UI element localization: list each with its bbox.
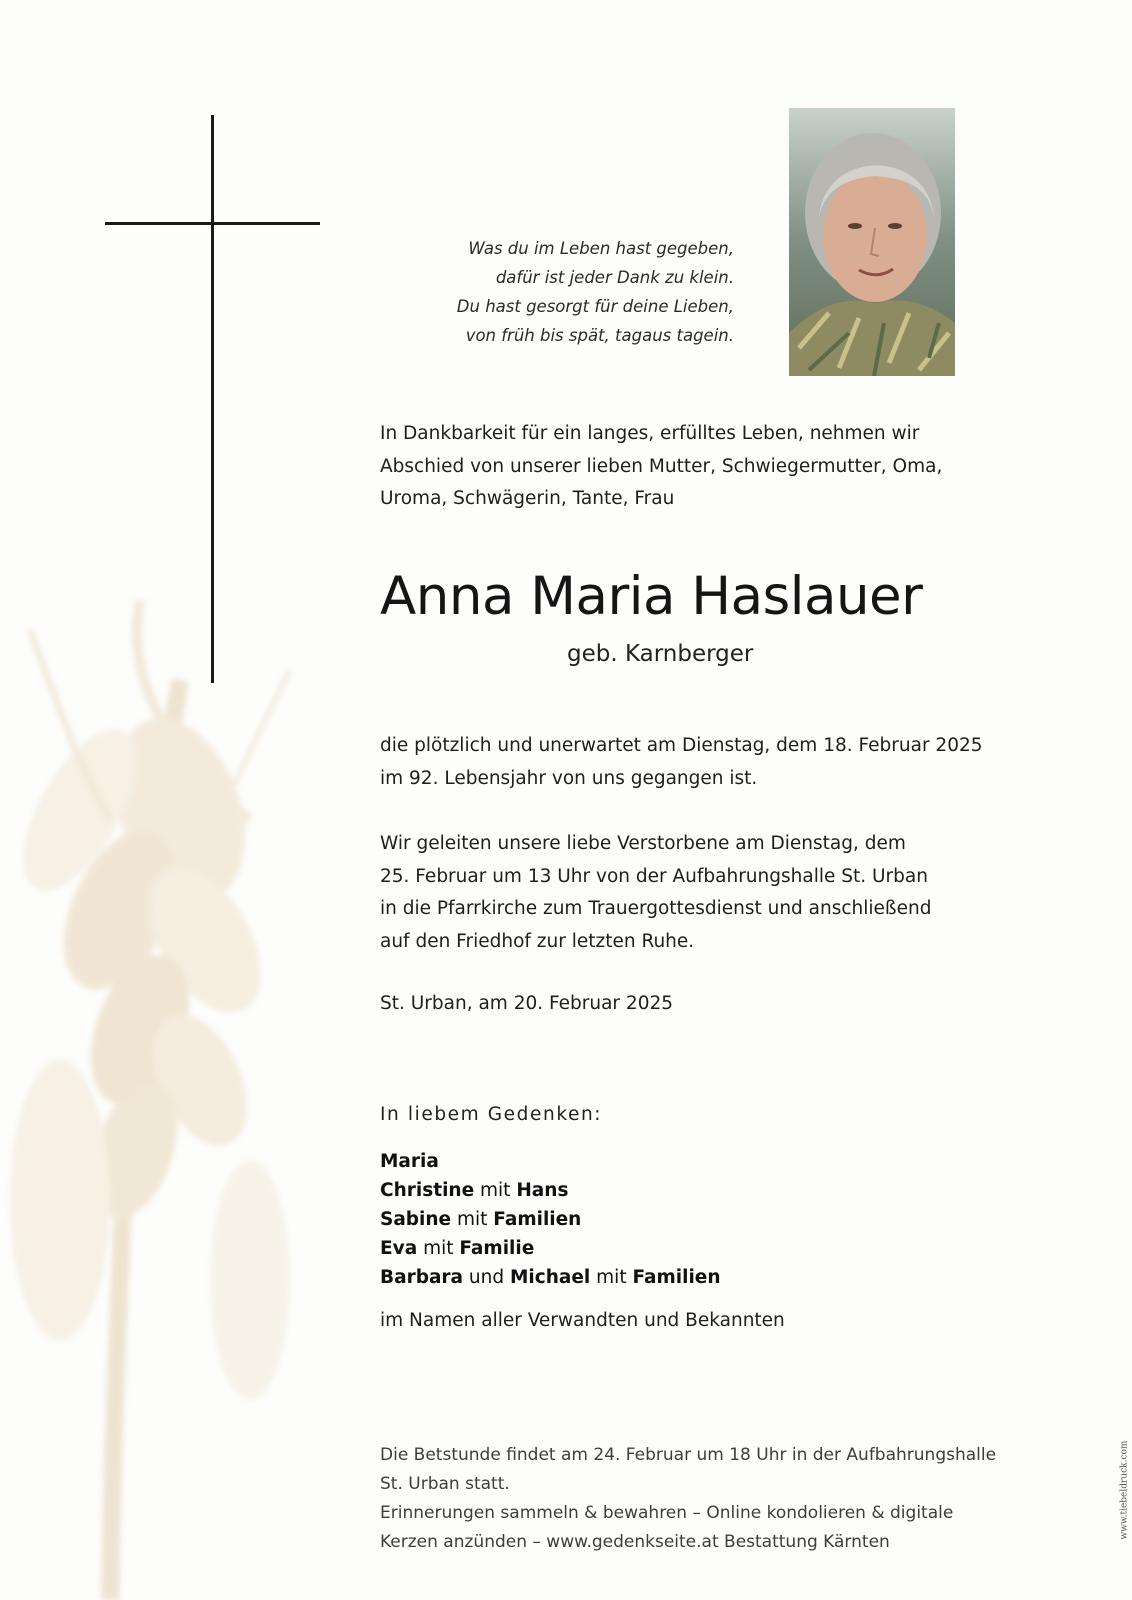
maiden-name: geb. Karnberger (567, 641, 754, 667)
relatives-note: im Namen aller Verwandten und Bekannten (380, 1310, 785, 1331)
family-connector: und (463, 1267, 511, 1288)
family-member (380, 1234, 721, 1263)
poem-line: Du hast gesorgt für deine Lieben, (456, 297, 734, 316)
family-name: Hans (516, 1180, 569, 1201)
footer-line: Erinnerungen sammeln & bewahren – Online kondolieren & digitale (380, 1503, 954, 1523)
family-connector: mit (590, 1267, 633, 1288)
family-connector: mit (474, 1180, 517, 1201)
family-connector: mit (417, 1238, 460, 1259)
footer-info (380, 1441, 996, 1557)
memorial-poem (457, 234, 734, 350)
death-notice-line: die plötzlich und unerwartet am Dienstag, dem 18. Februar 2025 (380, 735, 983, 756)
death-notice (380, 730, 983, 795)
funeral-line: auf den Friedhof zur letzten Ruhe. (380, 930, 695, 952)
cross-vertical-beam (211, 115, 214, 683)
family-member (380, 1263, 721, 1292)
funeral-details (380, 828, 931, 958)
memory-heading: In liebem Gedenken: (380, 1104, 603, 1125)
intro-text (380, 418, 942, 516)
family-name: Familien (632, 1267, 721, 1288)
family-name: Familie (459, 1238, 535, 1259)
family-name: Sabine (380, 1209, 452, 1230)
footer-line: Die Betstunde findet am 24. Februar um 18 Uhr in der Aufbahrungshalle (380, 1445, 997, 1465)
death-notice-line: im 92. Lebensjahr von uns gegangen ist. (380, 767, 758, 789)
family-name: Maria (380, 1151, 439, 1172)
family-name: Michael (510, 1267, 591, 1288)
footer-line: Kerzen anzünden – www.gedenkseite.at Bestattung Kärnten (380, 1532, 890, 1552)
funeral-line: Wir geleiten unsere liebe Verstorbene am Dienstag, dem (380, 833, 906, 854)
family-name: Eva (380, 1238, 418, 1259)
deceased-name: Anna Maria Haslauer (380, 566, 923, 627)
footer-line: St. Urban statt. (380, 1474, 510, 1494)
poem-line: dafür ist jeder Dank zu klein. (495, 268, 734, 287)
printer-credit: www.tiebeldruck.com (1119, 1440, 1130, 1540)
family-member (380, 1205, 721, 1234)
family-connector: mit (451, 1209, 494, 1230)
family-list (380, 1147, 721, 1292)
family-member (380, 1176, 721, 1205)
portrait-photo (789, 108, 955, 376)
wheat-ear-background (0, 560, 360, 1600)
family-name: Christine (380, 1180, 475, 1201)
poem-line: Was du im Leben hast gegeben, (468, 239, 734, 258)
place-date: St. Urban, am 20. Februar 2025 (380, 993, 674, 1014)
family-name: Barbara (380, 1267, 464, 1288)
poem-line: von früh bis spät, tagaus tagein. (465, 326, 734, 345)
intro-line: Abschied von unserer lieben Mutter, Schwiegermutter, Oma, (380, 455, 943, 477)
family-name: Familien (493, 1209, 582, 1230)
family-member (380, 1147, 721, 1176)
funeral-line: 25. Februar um 13 Uhr von der Aufbahrungshalle St. Urban (380, 865, 928, 887)
funeral-line: in die Pfarrkirche zum Trauergottesdienst und anschließend (380, 898, 932, 919)
intro-line: Uroma, Schwägerin, Tante, Frau (380, 488, 675, 509)
intro-line: In Dankbarkeit für ein langes, erfülltes Leben, nehmen wir (380, 423, 920, 444)
cross-horizontal-beam (105, 222, 320, 225)
